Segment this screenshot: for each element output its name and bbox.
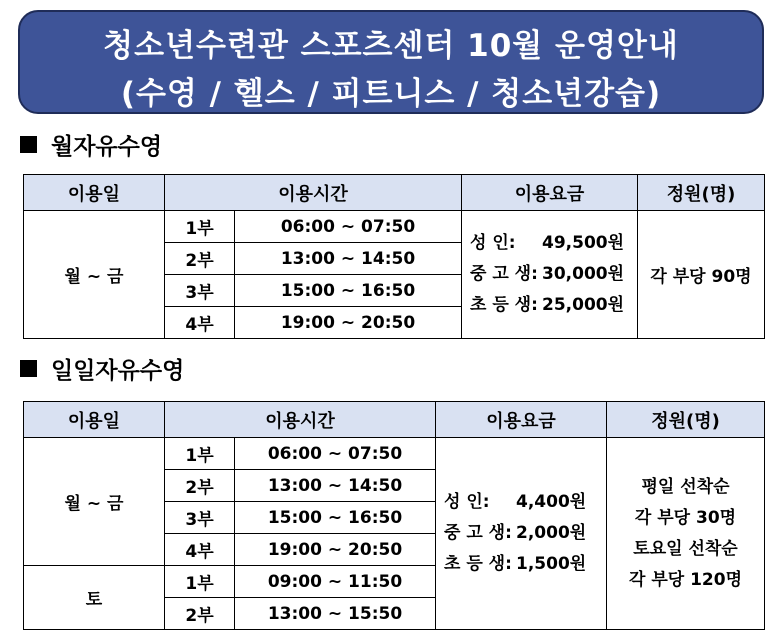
session-time: 19:00 ~ 20:50 [235,534,436,566]
session-part: 1부 [165,438,235,470]
session-part: 1부 [165,566,235,598]
header-time: 이용시간 [165,402,436,438]
header-fee: 이용요금 [462,175,638,211]
section-heading-monthly [20,128,162,161]
session-part: 2부 [165,598,235,630]
header-time: 이용시간 [165,175,462,211]
session-time: 06:00 ~ 07:50 [235,438,436,470]
session-part: 4부 [165,534,235,566]
session-time: 13:00 ~ 14:50 [235,243,462,275]
header-fee: 이용요금 [436,402,607,438]
fee-amount: 25,000원 [542,295,625,315]
fee-amount: 30,000원 [542,264,625,284]
capacity-cell: 각 부당 90명 [638,211,765,339]
fee-label: 초 등 생: [470,295,538,315]
fee-cell [462,211,638,339]
header-day: 이용일 [24,402,165,438]
fee-amount: 2,000원 [516,523,587,543]
fee-amount: 49,500원 [542,233,625,253]
fee-row [444,549,606,580]
capacity-line: 각 부당 120명 [628,569,742,590]
day-cell: 월 ~ 금 [24,438,165,566]
capacity-line: 각 부당 30명 [634,507,737,528]
square-bullet-icon [20,360,37,377]
banner-title: 청소년수련관 스포츠센터 10월 운영안내 [103,28,679,64]
monthly-swim-table [23,174,765,339]
fee-row [444,487,606,518]
session-time: 09:00 ~ 11:50 [235,566,436,598]
fee-row [470,228,637,259]
square-bullet-icon [20,136,37,153]
fee-row [470,290,637,321]
fee-label: 성 인: [444,492,490,512]
section-heading-daily [20,352,184,385]
fee-amount: 1,500원 [516,554,587,574]
section-title: 일일자유수영 [51,358,185,384]
session-part: 3부 [165,275,235,307]
fee-label: 중 고 생: [470,264,538,284]
header-capacity: 정원(명) [607,402,765,438]
fee-label: 초 등 생: [444,554,512,574]
session-part: 1부 [165,211,235,243]
session-time: 06:00 ~ 07:50 [235,211,462,243]
fee-row [470,259,637,290]
fee-label: 성 인: [470,233,516,253]
capacity-line: 평일 선착순 [641,476,730,497]
header-day: 이용일 [24,175,165,211]
capacity-line: 토요일 선착순 [633,538,738,559]
fee-label: 중 고 생: [444,523,512,543]
session-time: 19:00 ~ 20:50 [235,307,462,339]
banner-subtitle: (수영 / 헬스 / 피트니스 / 청소년강습) [120,76,662,112]
session-time: 13:00 ~ 14:50 [235,470,436,502]
session-part: 4부 [165,307,235,339]
capacity-cell [607,438,765,630]
session-part: 2부 [165,243,235,275]
session-time: 15:00 ~ 16:50 [235,502,436,534]
header-capacity: 정원(명) [638,175,765,211]
title-banner [18,10,764,114]
session-time: 15:00 ~ 16:50 [235,275,462,307]
fee-cell [436,438,607,630]
session-time: 13:00 ~ 15:50 [235,598,436,630]
daily-swim-table [23,401,765,630]
fee-amount: 4,400원 [516,492,587,512]
section-title: 월자유수영 [51,134,163,160]
day-cell-saturday: 토 [24,566,165,630]
day-cell: 월 ~ 금 [24,211,165,339]
session-part: 2부 [165,470,235,502]
session-part: 3부 [165,502,235,534]
fee-row [444,518,606,549]
